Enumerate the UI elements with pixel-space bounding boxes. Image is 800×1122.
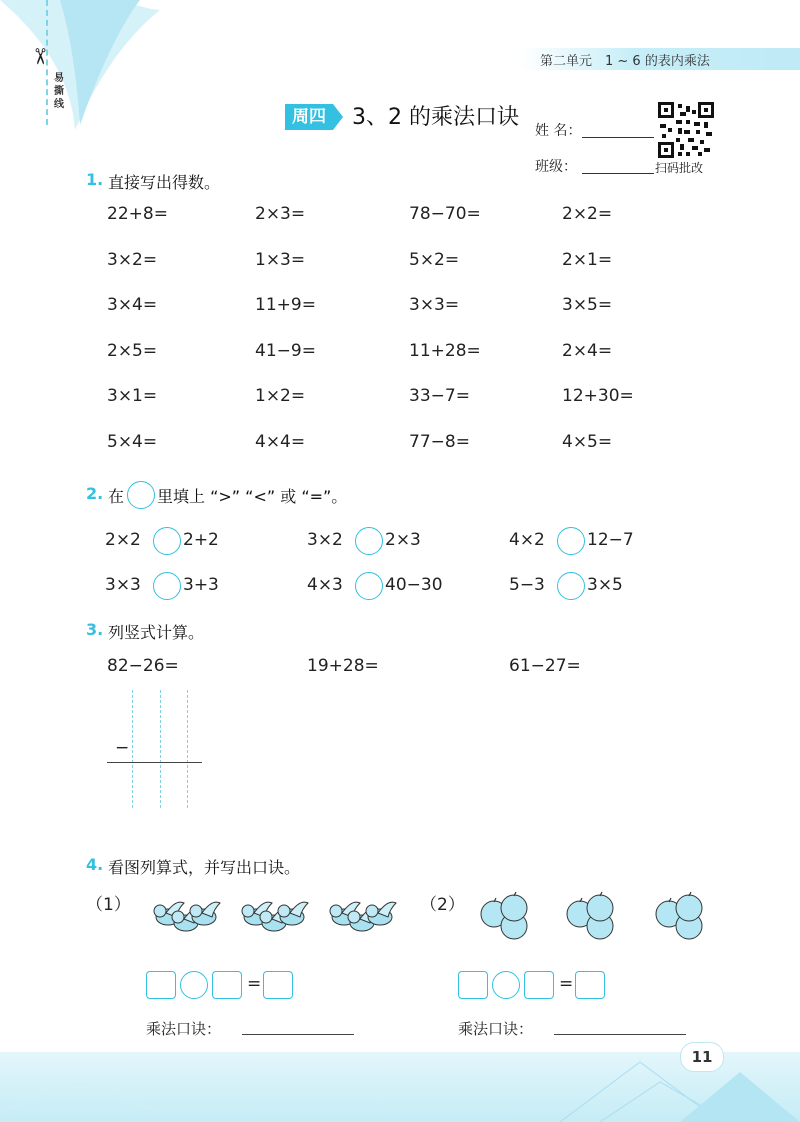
compare-left: 5−3 xyxy=(509,575,545,595)
section-4-title: 看图列算式，并写出口诀。 xyxy=(108,858,301,877)
section-3-number: 3. xyxy=(86,620,104,639)
part-1-label: （1） xyxy=(86,895,131,915)
corner-swoosh-decoration xyxy=(0,0,170,135)
apple-group xyxy=(556,888,628,940)
page-number: 11 xyxy=(680,1042,724,1072)
factor-box[interactable] xyxy=(212,971,242,999)
compare-left: 3×3 xyxy=(105,575,141,595)
section-1-title: 直接写出得数。 xyxy=(108,173,221,192)
apple-group xyxy=(645,888,717,940)
oral-calc-item: 2×4= xyxy=(562,340,613,361)
apple-icon xyxy=(501,895,527,921)
oral-calc-item: 2×2= xyxy=(562,204,613,224)
bird-head-icon xyxy=(366,905,378,917)
title-circle-icon xyxy=(127,481,155,509)
oral-calc-item: 3×4= xyxy=(107,295,158,315)
oral-calc-item: 4×4= xyxy=(255,431,306,452)
compare-right: 12−7 xyxy=(587,530,634,550)
rhyme-label-2: 乘法口诀： xyxy=(458,1020,534,1038)
section-2-title-suffix: 里填上 “>” “<” 或 “=”。 xyxy=(157,487,348,506)
compare-answer-circle[interactable] xyxy=(355,572,383,600)
product-box[interactable] xyxy=(263,971,293,999)
oral-calc-item: 2×5= xyxy=(107,340,158,361)
oral-calc-item: 78−70= xyxy=(409,204,481,224)
section-3-title: 列竖式计算。 xyxy=(108,623,205,642)
oral-calc-item: 2×1= xyxy=(562,249,613,270)
scissors-icon: ✂ xyxy=(26,47,52,66)
bird-group xyxy=(150,893,222,937)
compare-right: 2+2 xyxy=(183,530,219,550)
product-box[interactable] xyxy=(575,971,605,999)
factor-box[interactable] xyxy=(458,971,488,999)
bird-head-icon xyxy=(190,905,202,917)
section-2-title-prefix: 在 xyxy=(108,487,125,506)
day-badge: 周四 xyxy=(285,104,333,130)
qr-code-icon[interactable] xyxy=(658,102,714,158)
lesson-title: 3、2 的乘法口诀 xyxy=(352,105,519,130)
compare-answer-circle[interactable] xyxy=(153,527,181,555)
factor-box[interactable] xyxy=(146,971,176,999)
compare-right: 3+3 xyxy=(183,575,219,595)
oral-calc-item: 5×4= xyxy=(107,431,158,452)
oral-calc-item: 11+9= xyxy=(255,295,316,315)
compare-answer-circle[interactable] xyxy=(557,572,585,600)
oral-calc-item: 3×2= xyxy=(107,249,158,270)
rhyme-label-1: 乘法口诀： xyxy=(146,1020,222,1038)
bird-head-icon xyxy=(242,905,254,917)
tear-line-label: 易撕线 xyxy=(54,73,64,110)
oral-calc-item: 3×5= xyxy=(562,295,613,315)
bird-head-icon xyxy=(348,911,360,923)
compare-right: 40−30 xyxy=(385,575,443,595)
compare-right: 2×3 xyxy=(385,530,421,550)
oral-calc-item: 3×1= xyxy=(107,386,158,406)
vertical-guide-line xyxy=(187,690,188,808)
bird-head-icon xyxy=(330,905,342,917)
oral-calc-item: 11+28= xyxy=(409,340,481,361)
calculation-line xyxy=(107,762,202,763)
equals-sign: = xyxy=(559,974,574,994)
part-2-label: （2） xyxy=(420,895,465,915)
compare-left: 4×3 xyxy=(307,575,343,595)
apple-icon xyxy=(676,895,702,921)
oral-calc-item: 5×2= xyxy=(409,249,460,270)
compare-right: 3×5 xyxy=(587,575,623,595)
name-field[interactable] xyxy=(582,136,654,138)
qr-caption: 扫码批改 xyxy=(655,161,704,175)
compare-answer-circle[interactable] xyxy=(355,527,383,555)
bird-group xyxy=(238,893,310,937)
bird-head-icon xyxy=(154,905,166,917)
oral-calc-item: 4×5= xyxy=(562,431,613,452)
apple-icon xyxy=(587,895,613,921)
operator-circle[interactable] xyxy=(180,971,208,999)
apple-group xyxy=(470,888,542,940)
vertical-guide-line xyxy=(132,690,133,808)
oral-calc-item: 1×2= xyxy=(255,386,306,406)
vertical-problem-1: 82−26= xyxy=(107,656,179,676)
operator-circle[interactable] xyxy=(492,971,520,999)
compare-answer-circle[interactable] xyxy=(557,527,585,555)
oral-calc-item: 33−7= xyxy=(409,386,470,406)
day-badge-arrow xyxy=(333,104,343,130)
oral-calc-item: 22+8= xyxy=(107,204,168,224)
bird-head-icon xyxy=(260,911,272,923)
minus-sign: − xyxy=(115,738,130,758)
vertical-problem-3: 61−27= xyxy=(509,656,581,676)
oral-calc-item: 1×3= xyxy=(255,249,306,270)
section-1-number: 1. xyxy=(86,170,104,189)
equals-sign: = xyxy=(247,974,262,994)
section-2-number: 2. xyxy=(86,484,104,503)
bird-group xyxy=(326,893,398,937)
class-field[interactable] xyxy=(582,172,654,174)
rhyme-answer-line-2[interactable] xyxy=(554,1034,686,1035)
compare-left: 4×2 xyxy=(509,530,545,550)
factor-box[interactable] xyxy=(524,971,554,999)
compare-left: 3×2 xyxy=(307,530,343,550)
oral-calc-item: 77−8= xyxy=(409,431,470,452)
section-4-number: 4. xyxy=(86,855,104,874)
bird-head-icon xyxy=(278,905,290,917)
vertical-guide-line xyxy=(160,690,161,808)
oral-calc-item: 12+30= xyxy=(562,386,634,406)
vertical-problem-2: 19+28= xyxy=(307,656,379,676)
oral-calc-item: 41−9= xyxy=(255,340,316,361)
rhyme-answer-line-1[interactable] xyxy=(242,1034,354,1035)
oral-calc-item: 2×3= xyxy=(255,204,306,224)
bird-head-icon xyxy=(172,911,184,923)
compare-left: 2×2 xyxy=(105,530,141,550)
compare-answer-circle[interactable] xyxy=(153,572,181,600)
class-label: 班级： xyxy=(535,159,577,175)
oral-calc-item: 3×3= xyxy=(409,295,460,315)
name-label: 姓 名： xyxy=(535,123,582,139)
unit-title: 第二单元 1 ~ 6 的表内乘法 xyxy=(540,54,710,69)
